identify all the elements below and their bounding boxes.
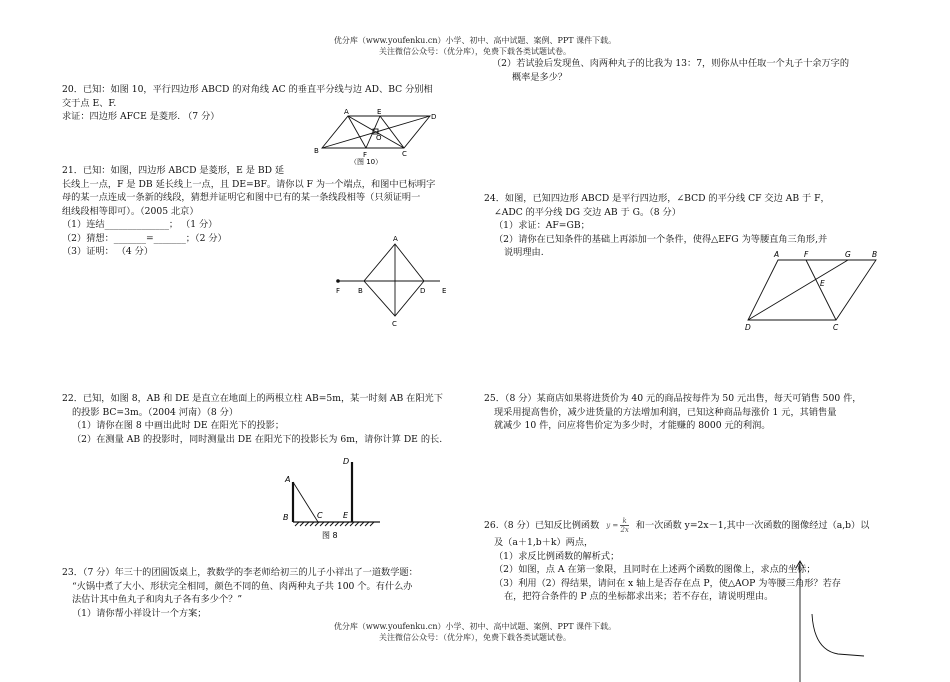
q20-line-3: 求证：四边形 AFCE 是菱形. （7 分）: [62, 111, 220, 122]
page-header: [0, 36, 950, 57]
q26-line-1-start: 26.（8 分）已知反比例函数: [484, 520, 600, 531]
fig24-label-d: D: [745, 323, 751, 332]
q21-line-1: 21．已知：如图，四边形 ABCD 是菱形，E 是 BD 延: [62, 165, 285, 176]
fig8-label-a: A: [285, 475, 291, 484]
q22-line-1: 22．已知，如图 8，AB 和 DE 是直立在地面上的两根立柱 AB=5m，某一时刻 AB 在阳光下: [62, 393, 443, 404]
q21-sub-1: （1）连结______________； （1 分）: [62, 219, 218, 230]
header-line-2: 关注微信公众号：（优分库），免费下载各类试题试卷。: [379, 46, 571, 56]
fig24-label-a: A: [774, 250, 780, 259]
q24-sub-1: （1）求证：AF=GB；: [494, 220, 590, 231]
q26-formula-y: y =: [606, 521, 619, 530]
fig21-label-e: E: [442, 287, 447, 295]
fig10-caption: （图 10）: [350, 158, 383, 166]
q23-line-2: “火锅中煮了大小、形状完全相同，颜色不同的鱼、肉两种丸子共 100 个。有什么办: [72, 580, 413, 592]
q21-line-3: 母的某一点连成一条新的线段，猜想并证明它和图中已有的某一条线段相等（只须证明一: [62, 192, 421, 203]
fig8-label-c: C: [317, 511, 323, 520]
q24-line-1: 24．如图，已知四边形 ABCD 是平行四边形，∠BCD 的平分线 CF 交边 AB 于 F，: [484, 193, 830, 204]
figure-10: [310, 106, 440, 166]
question-25: [484, 392, 861, 433]
fig10-label-e: E: [377, 108, 382, 116]
fig24-label-f: F: [804, 250, 809, 259]
fig24-label-e: E: [820, 279, 825, 288]
fig24-label-c: C: [833, 323, 839, 332]
fig10-label-a: A: [344, 108, 349, 116]
question-22: [62, 392, 443, 446]
fig10-label-f: F: [363, 151, 368, 159]
fig8-label-e: E: [343, 511, 349, 520]
q26-formula-den: 2x: [620, 526, 629, 534]
q21-line-2: 长线上一点，F 是 DB 延长线上一点，且 DE=BF。请你以 F 为一个端点，和图中已标明字: [62, 178, 436, 190]
footer-line-2: 关注微信公众号：（优分库），免费下载各类试题试卷。: [379, 632, 571, 642]
fig8-label-b: B: [283, 513, 289, 522]
q21-sub-2: （2）猜想：_______=_______；（2 分）: [62, 232, 227, 244]
fig8-caption: 图 8: [322, 531, 338, 540]
q26-sub-1: （1）求反比例函数的解析式；: [494, 550, 620, 562]
fig24-label-b: B: [872, 250, 878, 259]
q25-line-2: 现采用提高售价，减少进货量的方法增加利润，已知这种商品每涨价 1 元，其销售量: [494, 406, 837, 418]
q26-line-1-end: 和一次函数 y=2x－1,其中一次函数的图像经过（a,b）以: [635, 520, 870, 531]
q23-sub-2a: （2）若试验后发现鱼、肉两种丸子的比我为 13：7，则你从中任取一个丸子十余万字的: [492, 58, 850, 69]
q26-line-2: 及（a＋1,b＋k）两点，: [494, 537, 594, 548]
q20-line-1: 20．已知：如图 10，平行四边形 ABCD 的对角线 AC 的垂直平分线与边 AD、BC 分别相: [62, 84, 433, 95]
question-23: [62, 566, 418, 620]
q21-line-4: 组线段相等即可）。（2005 北京）: [62, 205, 199, 217]
q26-sub-3a: （3）利用（2）得结果，请问在 x 轴上是否存在点 P，使△AOP 为等腰三角形？若存: [494, 577, 841, 589]
question-23-continued: [492, 57, 849, 84]
q22-sub-1: （1）请你在图 8 中画出此时 DE 在阳光下的投影；: [72, 420, 285, 431]
q24-sub-2b: 说明理由.: [504, 247, 544, 258]
q26-sub-2: （2）如图，点 A 在第一象限，且同时在上述两个函数的图像上，求点的坐标；: [494, 564, 816, 575]
figure-rhombus: [330, 232, 460, 330]
figure-parallelogram: [738, 248, 888, 334]
fig8-label-d: D: [343, 457, 350, 466]
footer-line-1: 优分库（www.youfenku.cn）小学、初中、高中试题、案例、PPT 课件下载。: [333, 622, 617, 631]
q24-sub-2a: （2）请你在已知条件的基础上再添加一个条件，使得△EFG 为等腰直角三角形,并: [494, 233, 828, 245]
fig21-label-c: C: [392, 320, 397, 328]
q23-line-3: 法估计其中鱼丸子和肉丸子各有多少个？”: [72, 594, 243, 605]
figure-hyperbola: [790, 558, 870, 682]
fig21-label-a: A: [393, 235, 398, 243]
q26-sub-3b: 在，把符合条件的 P 点的坐标都求出来；若不存在，请说明理由。: [504, 591, 774, 602]
fig21-label-b: B: [358, 287, 363, 295]
q20-line-2: 交于点 E、F.: [62, 97, 117, 109]
fig10-label-b: B: [314, 147, 319, 155]
figure-8: [280, 452, 380, 540]
q25-line-1: 25．（8 分）某商店如果将进货价为 40 元的商品按每件为 50 元出售，每天可销售 500 件，: [484, 393, 862, 404]
fig24-label-g: G: [845, 250, 851, 259]
q24-line-2: ∠ADC 的平分线 DG 交边 AB 于 G。（8 分）: [494, 206, 681, 218]
q22-line-2: 的投影 BC=3m。（2004 河南）（8 分）: [72, 406, 239, 418]
q26-formula-k: k: [620, 517, 628, 526]
q22-sub-2: （2）在测量 AB 的投影时，同时测量出 DE 在阳光下的投影长为 6m，请你计算 DE 的长.: [72, 433, 443, 445]
fig10-label-c: C: [402, 150, 407, 158]
header-line-1: 优分库（www.youfenku.cn）小学、初中、高中试题、案例、PPT 课件下载。: [333, 36, 617, 45]
fig10-label-d: D: [431, 113, 437, 121]
fig21-label-d: D: [420, 287, 426, 295]
q26-line-1: [484, 517, 869, 534]
point-f-marker: [336, 279, 340, 283]
fig10-label-o: O: [376, 134, 382, 142]
q23-sub-1: （1）请你帮小祥设计一个方案；: [72, 607, 207, 619]
q23-sub-2b: 概率是多少？: [512, 71, 568, 83]
fig21-label-f: F: [336, 287, 341, 295]
q26-formula: [606, 517, 629, 534]
q25-line-3: 就减少 10 件，问应将售价定为多少时，才能赚的 8000 元的利润。: [494, 420, 771, 431]
page-footer: [0, 622, 950, 643]
q23-line-1: 23．（7 分）年三十的团圆饭桌上，教数学的李老师给初三的儿子小祥出了一道数学题：: [62, 567, 418, 578]
q21-sub-3: （3）证明： （4 分）: [62, 246, 154, 257]
